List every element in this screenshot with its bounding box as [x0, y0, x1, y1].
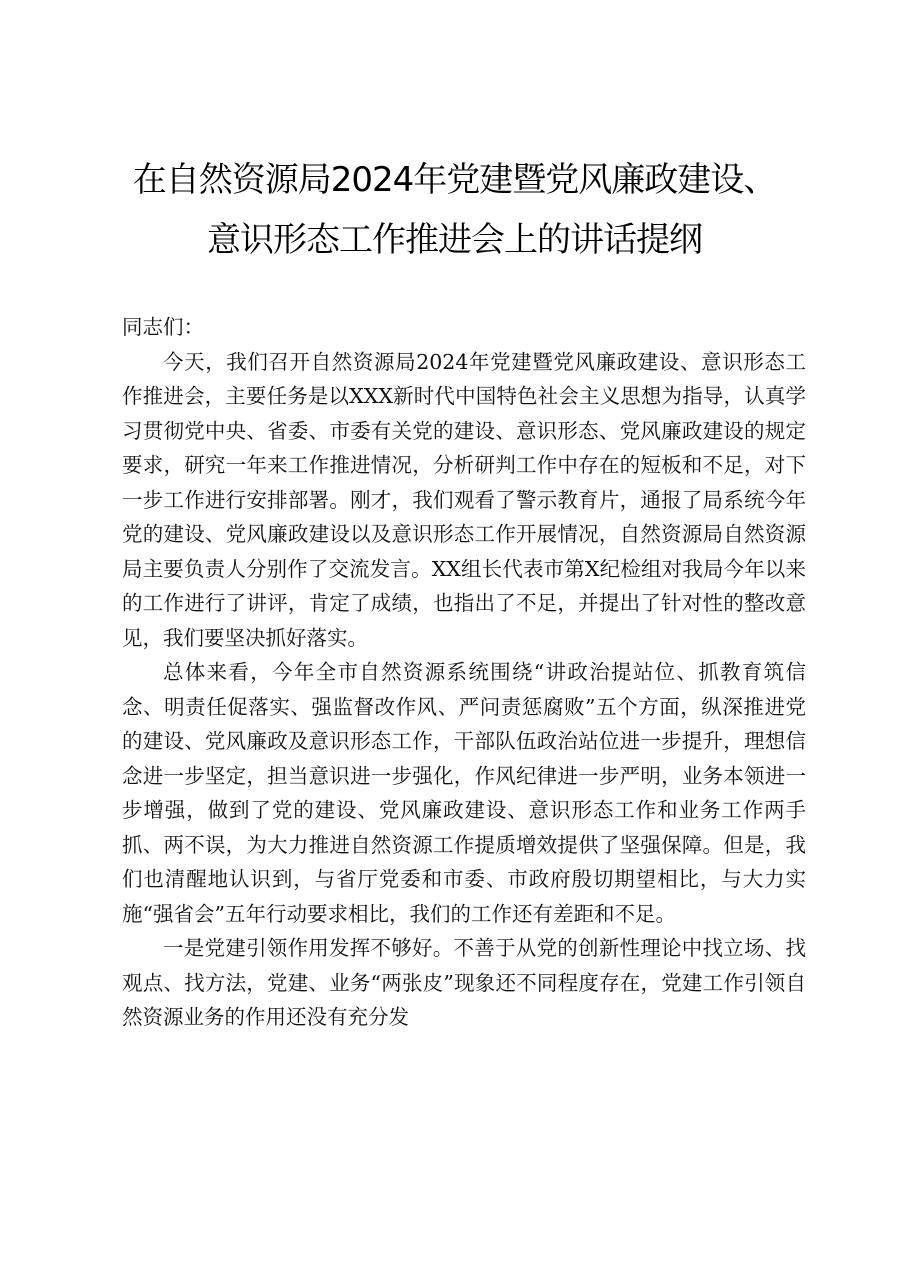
salutation: 同志们： [122, 315, 204, 339]
title-line-1: 在自然资源局2024年党建暨党风廉政建设、 [132, 160, 777, 200]
document-title [100, 150, 809, 270]
paragraph-1: 今天，我们召开自然资源局2024年党建暨党风廉政建设、意识形态工作推进会，主要任务是以XXX新时代中国特色社会主义思想为指导，认真学习贯彻党中央、省委、市委有关党的建设、意识形态、党风廉政建设的规定要求，研究一年来工作推进情况，分析研判工作中存在的短板和不足，对下一步工作进行安排部署。刚才，我们观看了警示教育片，通报了局系统今年党的建设、党风廉政建设以及意识形态工作开展情况，自然资源局自然资源局主要负责人分别作了交流发言。XX组长代表市第X纪检组对我局今年以来的工作进行了讲评，肯定了成绩，也指出了不足，并提出了针对性的整改意见，我们要坚决抓好落实。 [122, 349, 806, 650]
paragraph-2: 总体来看，今年全市自然资源系统围绕“讲政治提站位、抓教育筑信念、明责任促落实、强监督改作风、严问责惩腐败”五个方面，纵深推进党的建设、党风廉政及意识形态工作，干部队伍政治站位进一步提升，理想信念进一步坚定，担当意识进一步强化，作风纪律进一步严明，业务本领进一步增强，做到了党的建设、党风廉政建设、意识形态工作和业务工作两手抓、两不误，为大力推进自然资源工作提质增效提供了坚强保障。但是，我们也清醒地认识到，与省厅党委和市委、市政府殷切期望相比，与大力实施“强省会”五年行动要求相比，我们的工作还有差距和不足。 [122, 660, 806, 926]
title-line-2: 意识形态工作推进会上的讲话提纲 [207, 220, 702, 260]
paragraph-3: 一是党建引领作用发挥不够好。不善于从党的创新性理论中找立场、找观点、找方法，党建、业务“两张皮”现象还不同程度存在，党建工作引领自然资源业务的作用还没有充分发 [122, 936, 806, 1029]
document-body [122, 310, 806, 1035]
